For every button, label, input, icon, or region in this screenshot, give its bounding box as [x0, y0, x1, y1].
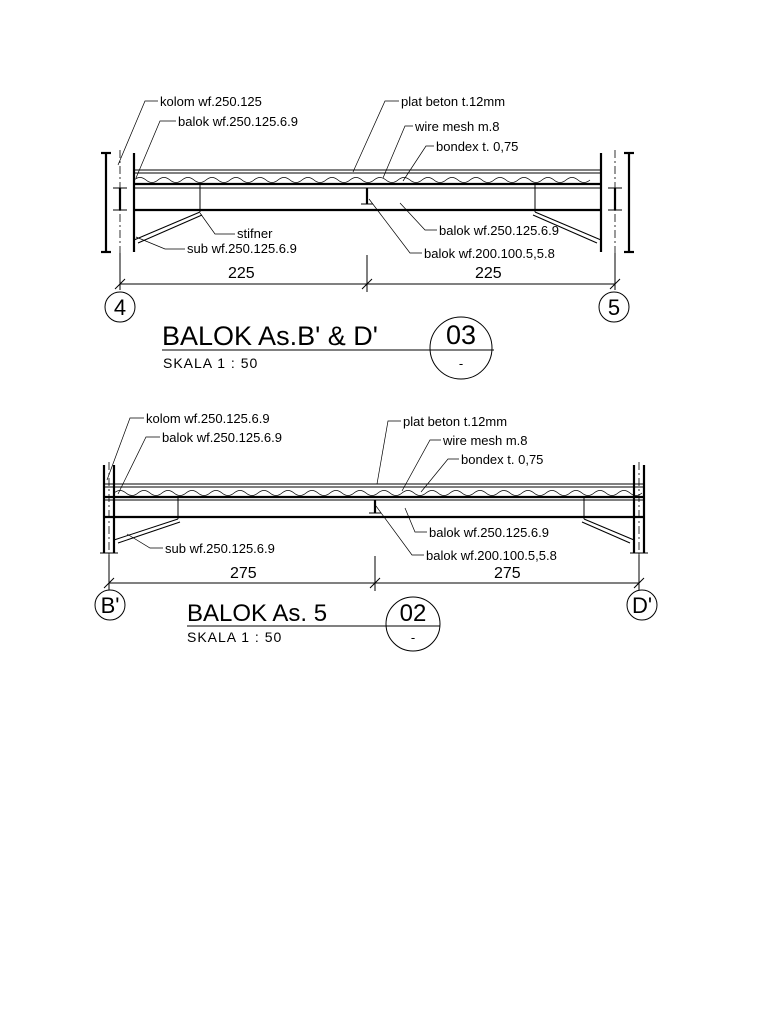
left-column: [101, 150, 134, 290]
main-beam: [104, 497, 644, 519]
dimension-right: 225: [475, 265, 502, 282]
grid-label-left: 4: [113, 295, 127, 320]
detail-03: [101, 94, 634, 379]
detail-title: BALOK As. 5: [187, 600, 328, 627]
label-balok-top: balok wf.250.125.6.9: [178, 114, 298, 129]
dimension-right: 275: [494, 565, 521, 582]
scale-text: SKALA 1 : 50: [187, 629, 283, 645]
label-balok-right: balok wf.250.125.6.9: [439, 223, 559, 238]
grid-label-right: 5: [607, 295, 621, 320]
label-plat-beton: plat beton t.12mm: [401, 94, 506, 109]
dimension-line: [104, 555, 644, 591]
label-balok-small: balok wf.200.100.5,5.8: [426, 548, 557, 563]
grid-label-right: D': [631, 593, 653, 618]
scale-text: SKALA 1 : 50: [163, 355, 259, 371]
grid-label-left: B': [100, 593, 120, 618]
main-beam: [134, 184, 601, 212]
label-sub: sub wf.250.125.6.9: [187, 241, 297, 256]
detail-number: 02: [399, 600, 427, 627]
label-kolom: kolom wf.250.125.6.9: [146, 411, 270, 426]
sheet-number: -: [458, 356, 464, 371]
label-balok-right: balok wf.250.125.6.9: [429, 525, 549, 540]
label-wire-mesh: wire mesh m.8: [415, 119, 500, 134]
label-wire-mesh: wire mesh m.8: [443, 433, 528, 448]
label-sub: sub wf.250.125.6.9: [165, 541, 275, 556]
detail-02: [95, 411, 657, 651]
detail-title: BALOK As.B' & D': [162, 321, 378, 351]
label-balok-small: balok wf.200.100.5,5.8: [424, 246, 555, 261]
sheet-number: -: [410, 630, 416, 645]
sub-braces: [114, 519, 634, 543]
dimension-left: 225: [228, 265, 255, 282]
label-stifner: stifner: [237, 226, 273, 241]
label-kolom: kolom wf.250.125: [160, 94, 262, 109]
concrete-slab: [134, 170, 601, 184]
dimension-left: 275: [230, 565, 257, 582]
label-bondex: bondex t. 0,75: [461, 452, 544, 467]
label-plat-beton: plat beton t.12mm: [403, 414, 508, 429]
concrete-slab: [104, 484, 644, 497]
right-column: [601, 150, 634, 290]
label-balok-top: balok wf.250.125.6.9: [162, 430, 282, 445]
label-bondex: bondex t. 0,75: [436, 139, 519, 154]
detail-number: 03: [445, 320, 477, 350]
